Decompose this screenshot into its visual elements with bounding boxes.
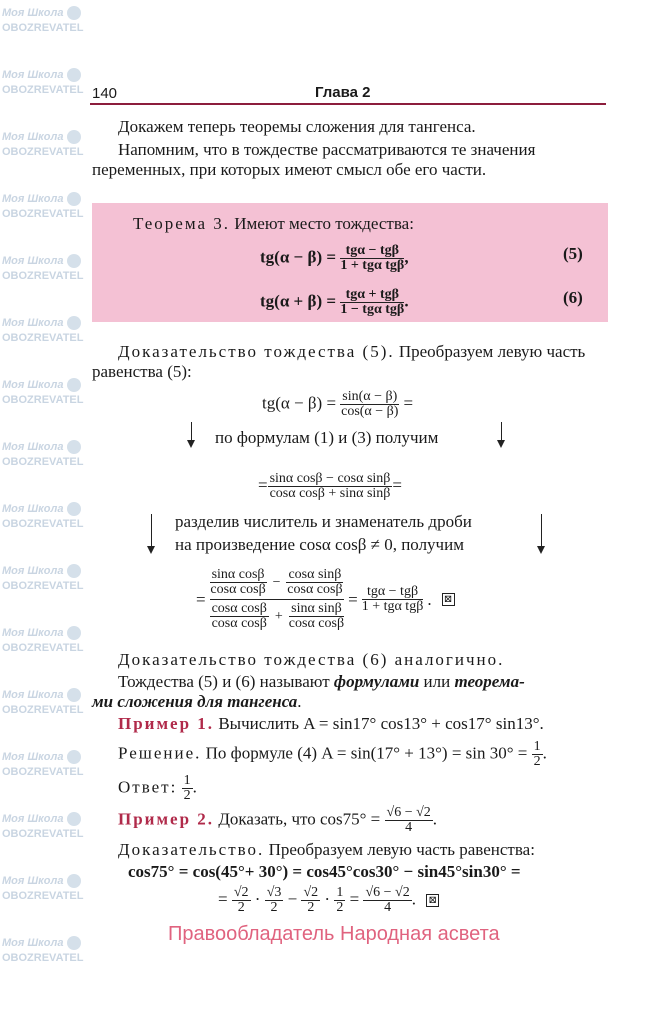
intro-line-1: Докажем теперь теоремы сложения для тангенса.: [118, 117, 476, 136]
fraction: [182, 774, 193, 803]
naming-line-2: [92, 692, 302, 712]
punct: ,: [404, 247, 409, 267]
denominator: cosα cosβ: [210, 582, 266, 597]
answer-label: Ответ:: [118, 777, 178, 797]
punct: .: [542, 743, 547, 763]
numerator: √6 − √2: [365, 885, 410, 900]
numerator: tgα + tgβ: [340, 288, 404, 303]
fraction: [385, 806, 433, 835]
watermark-logo-icon: [67, 130, 81, 144]
equals: =: [258, 475, 268, 495]
watermark-brand: OBOZREVATEL: [2, 22, 84, 34]
solution-label: Решение.: [118, 743, 202, 763]
watermark-school: Моя Школа: [2, 627, 64, 639]
fraction: [210, 568, 267, 597]
numerator: √3: [266, 885, 282, 900]
watermark-school: Моя Школа: [2, 441, 64, 453]
formula-6-label: (6): [563, 288, 583, 307]
watermark: [2, 626, 83, 656]
numerator: tgα − tgβ: [340, 244, 404, 259]
denominator: 1 + tgα tgβ: [361, 599, 424, 614]
fraction: [286, 568, 343, 597]
watermark-brand: OBOZREVATEL: [2, 828, 84, 840]
text: Тождества (5) и (6) называют: [118, 672, 334, 691]
equals: =: [218, 889, 228, 909]
theorem-title: Теорема 3.: [133, 214, 231, 233]
proof5-line-2: равенства (5):: [92, 362, 192, 381]
denominator: 2: [270, 900, 278, 915]
watermark: [2, 6, 83, 36]
watermark-school: Моя Школа: [2, 813, 64, 825]
example1-answer: [118, 774, 197, 803]
operator: ·: [254, 889, 261, 909]
watermark: [2, 192, 83, 222]
watermark-school: Моя Школа: [2, 379, 64, 391]
fraction: [340, 390, 399, 419]
watermark: [2, 750, 83, 780]
proof5-eq2: [258, 472, 402, 501]
solution-text: По формуле (4) A = sin(17° + 13°) = sin 30° =: [201, 743, 528, 763]
operator: +: [274, 608, 283, 624]
theorem-text: Имеют место тождества:: [230, 214, 414, 233]
watermark-school: Моя Школа: [2, 69, 64, 81]
formula-lhs: tg(α + β) =: [260, 291, 337, 311]
watermark-brand: OBOZREVATEL: [2, 146, 84, 158]
copyright-footer: Правообладатель Народная асвета: [168, 923, 500, 945]
intro-line-2: Напомним, что в тождестве рассматриваются те значения: [118, 140, 536, 159]
example2-proof: [118, 840, 535, 860]
watermark-brand: OBOZREVATEL: [2, 766, 84, 778]
compound-denominator: [210, 600, 345, 633]
formula-5: [260, 244, 409, 273]
proof5-eq1: [262, 390, 413, 419]
fraction: [268, 472, 393, 501]
proof5-step2a: разделив числитель и знаменатель дроби: [175, 512, 472, 531]
fraction: [532, 740, 543, 769]
denominator: cosα cosβ: [288, 616, 345, 631]
watermark-logo-icon: [67, 626, 81, 640]
down-arrow-icon: [501, 422, 502, 446]
example1-solution: [118, 740, 547, 769]
page-number: 140: [92, 85, 118, 102]
watermark-logo-icon: [67, 936, 81, 950]
punct: .: [427, 589, 432, 609]
punct: .: [297, 692, 302, 711]
watermark-school: Моя Школа: [2, 937, 64, 949]
proof-text: Преобразуем левую часть: [394, 342, 586, 361]
watermark-brand: OBOZREVATEL: [2, 394, 84, 406]
watermark-brand: OBOZREVATEL: [2, 704, 84, 716]
watermark-logo-icon: [67, 750, 81, 764]
watermark-school: Моя Школа: [2, 689, 64, 701]
denominator: cosα cosβ: [287, 582, 343, 597]
equals: =: [403, 393, 414, 413]
denominator: 4: [405, 820, 413, 835]
watermark-school: Моя Школа: [2, 503, 64, 515]
numerator: 1: [533, 739, 541, 754]
watermark-school: Моя Школа: [2, 565, 64, 577]
down-arrow-icon: [191, 422, 192, 446]
watermark-logo-icon: [67, 316, 81, 330]
watermark-brand: OBOZREVATEL: [2, 270, 84, 282]
equals: =: [348, 589, 358, 609]
denominator: 2: [183, 788, 191, 803]
watermark-school: Моя Школа: [2, 317, 64, 329]
watermark-brand: OBOZREVATEL: [2, 84, 84, 96]
fraction: [232, 886, 251, 915]
fraction: [340, 288, 404, 317]
numerator: cosα cosβ: [211, 601, 267, 616]
operator: −: [272, 574, 281, 590]
watermark-brand: OBOZREVATEL: [2, 952, 84, 964]
example1-task: [118, 714, 544, 734]
numerator: sinα cosβ − cosα sinβ: [269, 471, 391, 486]
numerator: 1: [336, 885, 344, 900]
fraction: [334, 886, 345, 915]
watermark-logo-icon: [67, 6, 81, 20]
text: или: [419, 672, 455, 691]
watermark: [2, 936, 83, 966]
denominator: cosα cosβ + sinα sinβ: [269, 486, 391, 501]
compound-fraction: [210, 566, 345, 633]
proof5-step2b: на произведение cosα cosβ ≠ 0, получим: [175, 535, 464, 554]
denominator: cos(α − β): [341, 404, 399, 419]
watermark-logo-icon: [67, 502, 81, 516]
denominator: 2: [533, 754, 541, 769]
operator: −: [287, 889, 298, 909]
watermark: [2, 688, 83, 718]
punct: .: [404, 291, 409, 311]
term: формулами: [333, 672, 420, 691]
watermark-school: Моя Школа: [2, 751, 64, 763]
numerator: √6 − √2: [386, 805, 431, 820]
down-arrow-icon: [541, 514, 542, 552]
fraction: [362, 585, 424, 614]
watermark: [2, 378, 83, 408]
punct: .: [432, 809, 438, 829]
watermark-brand: OBOZREVATEL: [2, 890, 84, 902]
watermark-brand: OBOZREVATEL: [2, 580, 84, 592]
proof-text: Преобразуем левую часть равенства:: [264, 840, 535, 859]
denominator: 1 − tgα tgβ: [340, 302, 405, 317]
watermark: [2, 68, 83, 98]
formula-6: [260, 288, 409, 317]
watermark-logo-icon: [67, 564, 81, 578]
chapter-title: Глава 2: [315, 84, 371, 101]
numerator: 1: [183, 773, 191, 788]
watermark: [2, 874, 83, 904]
equals: =: [392, 475, 402, 495]
watermark-logo-icon: [67, 812, 81, 826]
denominator: 2: [307, 900, 315, 915]
theorem-statement: [133, 214, 414, 234]
example2-task: [118, 806, 437, 835]
term: ми сложения для тангенса: [92, 692, 298, 711]
intro-line-3: переменных, при которых имеют смысл обе его части.: [92, 160, 487, 179]
watermark-logo-icon: [67, 874, 81, 888]
watermark: [2, 316, 83, 346]
fraction: [363, 886, 411, 915]
proof5-heading: [118, 342, 585, 362]
proof5-step1: по формулам (1) и (3) получим: [215, 428, 439, 447]
watermark: [2, 254, 83, 284]
proof-title: Доказательство тождества (5).: [118, 342, 395, 361]
numerator: √2: [233, 885, 249, 900]
fraction: [289, 602, 344, 631]
fraction: [265, 886, 284, 915]
header-rule: [90, 103, 606, 105]
watermark-logo-icon: [67, 378, 81, 392]
watermark: [2, 502, 83, 532]
term: теорема-: [454, 672, 525, 691]
watermark: [2, 440, 83, 470]
proof5-eq3: [196, 566, 455, 633]
watermark-school: Моя Школа: [2, 875, 64, 887]
numerator: sinα cosβ: [211, 567, 265, 582]
watermark: [2, 564, 83, 594]
operator: ·: [324, 889, 331, 909]
numerator: tgα − tgβ: [362, 585, 424, 600]
numerator: cosα sinβ: [288, 567, 342, 582]
watermark: [2, 812, 83, 842]
watermark: [2, 130, 83, 160]
watermark-brand: OBOZREVATEL: [2, 642, 84, 654]
watermark-brand: OBOZREVATEL: [2, 208, 84, 220]
watermark-brand: OBOZREVATEL: [2, 518, 84, 530]
denominator: 2: [237, 900, 245, 915]
down-arrow-icon: [151, 514, 152, 552]
example-label: Пример 2.: [118, 809, 215, 829]
watermark-logo-icon: [67, 688, 81, 702]
example-text: Вычислить A = sin17° cos13° + cos17° sin13°.: [214, 714, 544, 733]
equals: =: [349, 889, 360, 909]
example2-line-1: cos75° = cos(45°+ 30°) = cos45°cos30° − sin45°sin30° =: [128, 862, 521, 881]
watermark-logo-icon: [67, 440, 81, 454]
denominator: 2: [336, 900, 344, 915]
proof6-line: Доказательство тождества (6) аналогично.: [118, 650, 505, 669]
denominator: cosα cosβ: [211, 616, 267, 631]
fraction: [340, 244, 404, 273]
fraction: [301, 886, 320, 915]
compound-numerator: [210, 566, 345, 600]
denominator: 4: [384, 900, 392, 915]
watermark-school: Моя Школа: [2, 7, 64, 19]
numerator: sinα sinβ: [289, 602, 344, 617]
equals: =: [196, 589, 206, 609]
example2-line-2: [218, 886, 439, 915]
watermark-brand: OBOZREVATEL: [2, 456, 84, 468]
numerator: sin(α − β): [342, 389, 398, 404]
formula-lhs: tg(α − β) =: [262, 393, 337, 413]
formula-5-label: (5): [563, 244, 583, 263]
watermark-logo-icon: [67, 192, 81, 206]
example-label: Пример 1.: [118, 714, 215, 733]
watermark-brand: OBOZREVATEL: [2, 332, 84, 344]
denominator: 1 + tgα tgβ: [340, 258, 405, 273]
qed-box-icon: ⊠: [442, 593, 455, 606]
formula-lhs: tg(α − β) =: [260, 247, 337, 267]
watermark-school: Моя Школа: [2, 131, 64, 143]
watermark-logo-icon: [67, 68, 81, 82]
proof-label: Доказательство.: [118, 840, 265, 859]
punct: .: [192, 777, 197, 797]
watermark-school: Моя Школа: [2, 193, 64, 205]
numerator: √2: [303, 885, 319, 900]
naming-line-1: [118, 672, 525, 692]
watermark-logo-icon: [67, 254, 81, 268]
fraction: [210, 602, 269, 631]
example-text: Доказать, что cos75° =: [214, 809, 381, 829]
qed-box-icon: ⊠: [426, 894, 439, 907]
watermark-school: Моя Школа: [2, 255, 64, 267]
punct: .: [411, 889, 416, 909]
